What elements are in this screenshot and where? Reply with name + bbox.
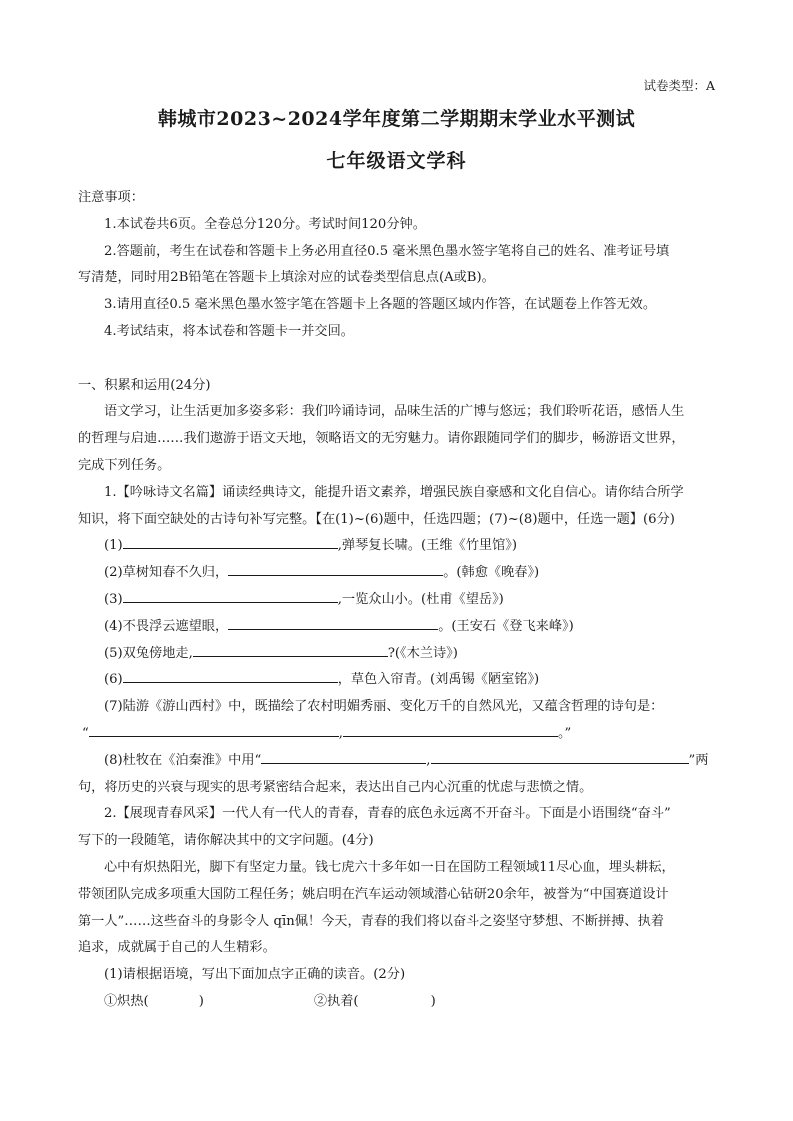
poem-6-prefix: (6) [104,672,123,688]
spacer [78,346,718,373]
section-heading: 一、积累和运用(24分) [78,377,211,393]
sub-question-1: (1)请根据语境，写出下面加点字正确的读音。(2分) [104,967,406,983]
notice-item-2-cont: 写清楚，同时用2B铅笔在答题卡上填涂对应的试卷类型信息点(A或B)。 [78,270,495,286]
comma: , [338,725,343,741]
notice-item-3: 3.请用直径0.5 毫米黑色墨水签字笔在答题卡上各题的答题区域内作答，在试题卷上作答无效。 [104,297,657,313]
paper-type-label: 试卷类型：A [643,78,715,93]
poem-3-suffix: ,一览众山小。(杜甫《望岳》) [337,591,504,607]
intro-line-2: 的哲理与启迪……我们遨游于语文天地，领略语文的无穷魅力。请你跟随同学们的脚步，畅游语文世界， [78,431,685,447]
essay-line-1: 心中有炽热阳光，脚下有坚定力量。钱七虎六十多年如一日在国防工程领域11尽心血，埋头耕耘， [104,859,675,875]
poem-item-5 [78,641,718,668]
essay-line-3: 第一人”……这些奋斗的身影令人 qīn佩！今天，青春的我们将以奋斗之姿坚守梦想、不断拼搏、执着 [78,913,664,929]
answer-blank[interactable] [123,667,338,683]
answer-blank[interactable] [343,721,558,737]
answer-blank[interactable] [193,641,388,657]
poem-item-7: (7)陆游《游山西村》中，既描绘了农村明媚秀丽、变化万千的自然风光，又蕴含哲理的诗句是： [104,699,664,715]
question-2-line-1: 2.【展现青春风采】一代人有一代人的青春，青春的底色永远离不开奋斗。下面是小语围绕“奋斗” [104,806,671,822]
answer-blank[interactable] [228,560,443,576]
poem-6-suffix: ，草色入帘青。(刘禹锡《陋室铭》) [337,672,540,688]
intro-line-3: 完成下列任务。 [78,457,171,473]
quote-close: 。” [557,725,572,741]
exam-title: 韩城市2023~2024学年度第二学期期末学业水平测试 [157,108,636,130]
poem-4-suffix: 。(王安石《登飞来峰》) [438,618,574,634]
poem-5-prefix: (5)双兔傍地走, [104,645,193,661]
poem-5-suffix: ?(《木兰诗》) [387,645,458,661]
comma: , [426,752,431,768]
notice-item-2: 2.答题前，考生在试卷和答题卡上务必用直径0.5 毫米黑色墨水签字笔将自己的姓名、准考证号填 [104,243,670,259]
exam-content [78,185,718,1016]
poem-item-4 [78,614,718,641]
paren-close: ) [198,993,204,1009]
answer-blank[interactable] [123,587,338,603]
poem-item-3 [78,587,718,614]
answer-blank[interactable] [431,748,689,764]
notice-heading: 注意事项： [78,190,144,205]
poem-item-6 [78,667,718,694]
question-1-line-1: 1.【吟咏诗文名篇】诵读经典诗文，能提升语文素养，增强民族自豪感和文化自信心。请你结合所学 [104,484,684,500]
poem-item-8 [78,748,718,775]
poem-1-suffix: ,弹琴复长啸。(王维《竹里馆》) [337,538,518,554]
poem-item-7-blanks [78,721,718,748]
essay-line-2: 带领团队完成多项重大国防工程任务；姚启明在汽车运动领域潜心钻研20余年，被誉为“中国赛道设计 [78,886,669,902]
question-2-line-2: 写下的一段随笔，请你解决其中的文字问题。(4分) [78,833,374,849]
poem-item-2 [78,560,718,587]
answer-blank[interactable] [228,614,438,630]
poem-8-prefix: (8)杜牧在《泊秦淮》中用“ [104,752,262,768]
question-1-line-2: 知识，将下面空缺处的古诗句补写完整。【在(1)~(6)题中，任选四题；(7)~(8)题中，任选一题】(6分) [78,511,675,527]
paren-close: ) [430,993,436,1009]
poem-8-suffix: ”两 [688,752,709,768]
answer-blank[interactable] [89,721,339,737]
poem-2-prefix: (2)草树知春不久归， [104,565,229,581]
quote-open: “ [82,725,89,741]
answer-a-label: ①炽热( [104,993,149,1009]
poem-1-prefix: (1) [104,538,123,554]
answer-blank[interactable] [261,748,426,764]
answer-b-label: ②执着( [313,993,359,1009]
poem-item-8-cont: 句，将历史的兴衰与现实的思考紧密结合起来，表达出自己内心沉重的忧虑与悲愤之情。 [78,779,593,795]
essay-line-4: 追求，成就属于自己的人生精彩。 [78,940,276,956]
poem-3-prefix: (3) [104,591,123,607]
poem-item-1 [78,533,718,560]
poem-2-suffix: 。(韩愈《晚春》) [443,565,540,581]
intro-line-1: 语文学习，让生活更加多姿多彩：我们吟诵诗词，品味生活的广博与悠远；我们聆听花语，感悟人生 [104,404,685,420]
exam-subtitle: 七年级语文学科 [326,150,467,172]
poem-4-prefix: (4)不畏浮云遮望眼， [104,618,229,634]
notice-item-1: 1.本试卷共6页。全卷总分120分。考试时间120分钟。 [104,216,426,232]
answer-blank[interactable] [123,533,338,549]
notice-item-4: 4.考试结束，将本试卷和答题卡一并交回。 [104,323,354,339]
sub-question-1-answers [78,989,718,1016]
